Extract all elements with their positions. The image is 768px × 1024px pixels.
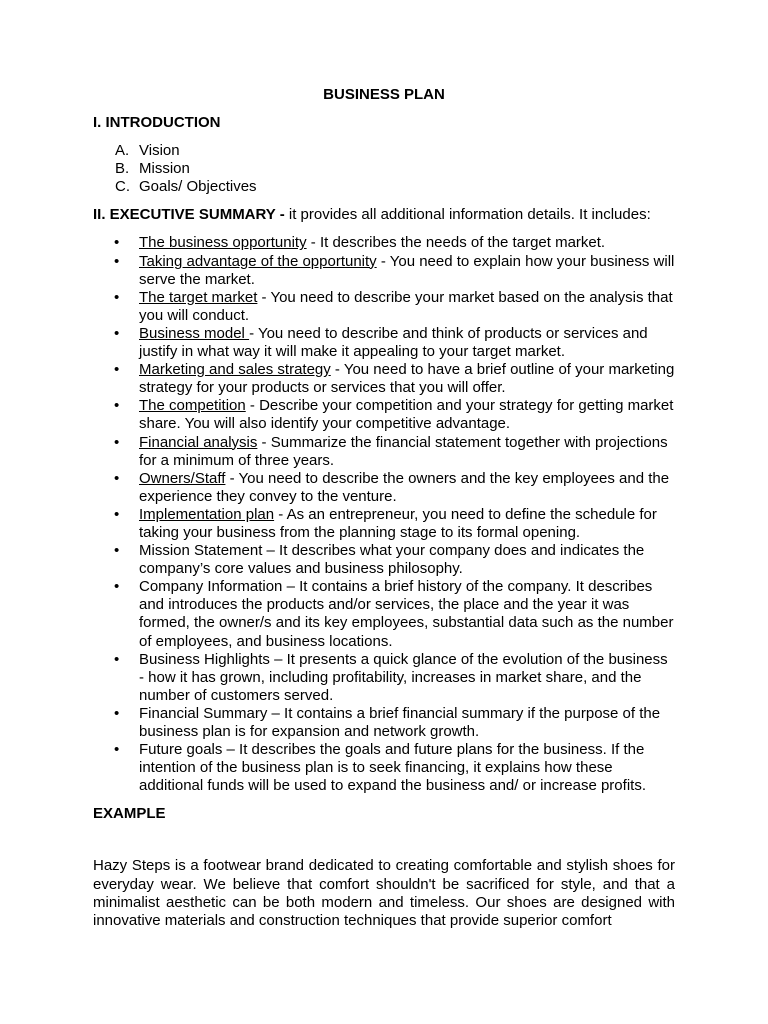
list-item-term: Business model	[139, 324, 250, 342]
list-item	[93, 397, 675, 433]
list-item-text: - It describes the needs of the target market.	[306, 234, 606, 252]
list-item	[93, 506, 675, 542]
example-paragraph: Hazy Steps is a footwear brand dedicated to creating comfortable and stylish shoes for everyday wear. We believe that comfort shouldn't be sacrificed for style, and that a minimalist aesthetic can be both modern and timeless. Our shoes are designed with innovative materials and construction techniques that provide superior comfort	[93, 857, 675, 929]
list-item	[93, 142, 675, 160]
example-heading: EXAMPLE	[93, 805, 166, 823]
bullet-icon: •	[114, 505, 120, 523]
list-item-term: Owners/Staff	[139, 469, 226, 487]
list-item-text: Goals/ Objectives	[139, 178, 257, 196]
list-item-text: Mission	[139, 160, 190, 178]
list-item	[93, 542, 675, 578]
list-item-text: - You need to describe the owners and the key employees and the experience they convey to the venture.	[139, 469, 670, 505]
list-item	[93, 234, 675, 252]
bullet-icon: •	[114, 741, 120, 759]
bullet-icon: •	[114, 433, 120, 451]
list-item-text: Financial Summary – It contains a brief financial summary if the purpose of the business plan is for expansion and network growth.	[139, 704, 661, 740]
list-item	[93, 705, 675, 741]
bullet-icon: •	[114, 288, 120, 306]
bullet-icon: •	[114, 252, 120, 270]
bullet-icon: •	[114, 361, 120, 379]
list-marker: B.	[115, 160, 130, 178]
list-item	[93, 434, 675, 470]
bullet-icon: •	[114, 397, 120, 415]
document-page	[93, 86, 675, 930]
executive-summary-intro	[93, 206, 675, 224]
list-item	[93, 741, 675, 795]
introduction-heading: I. INTRODUCTION	[93, 114, 221, 131]
list-item-term: The target market	[139, 288, 258, 306]
executive-summary-heading: II. EXECUTIVE SUMMARY -	[93, 206, 285, 224]
list-item-text: - Summarize the financial statement together with projections for a minimum of three years.	[139, 433, 668, 469]
list-item-term: The business opportunity	[139, 234, 307, 252]
list-item	[93, 325, 675, 361]
list-item-text: - You need to have a brief outline of your marketing strategy for your products or services that you will offer.	[139, 361, 675, 397]
list-item-text: - You need to explain how your business will serve the market.	[139, 252, 675, 288]
list-item	[93, 178, 675, 196]
bullet-icon: •	[114, 578, 120, 596]
list-item	[93, 289, 675, 325]
bullet-icon: •	[114, 324, 120, 342]
list-item	[93, 651, 675, 705]
list-item-term: Taking advantage of the opportunity	[139, 252, 377, 270]
list-item-text: Mission Statement – It describes what your company does and indicates the company’s core values and business philosophy.	[139, 542, 645, 578]
bullet-icon: •	[114, 704, 120, 722]
list-item-text: - You need to describe your market based on the analysis that you will conduct.	[139, 288, 673, 324]
list-item	[93, 160, 675, 178]
document-title: BUSINESS PLAN	[323, 86, 445, 103]
list-item-term: Marketing and sales strategy	[139, 361, 331, 379]
list-item-text: - You need to describe and think of products or services and justify in what way it will make it appealing to your target market.	[139, 324, 648, 361]
list-item	[93, 361, 675, 397]
bullet-icon: •	[114, 469, 120, 487]
list-item-text: - As an entrepreneur, you need to define the schedule for taking your business from the planning stage to its formal opening.	[139, 505, 657, 541]
list-item	[93, 470, 675, 506]
bullet-icon: •	[114, 234, 120, 252]
introduction-list	[93, 142, 675, 196]
list-item-text: Company Information – It contains a brief history of the company. It describes and introduces the products and/or services, the place and the year it was formed, the owner/s and its key employees, substantial data such as the number of employees, and business locations.	[139, 578, 674, 650]
list-marker: A.	[115, 142, 130, 160]
bullet-icon: •	[114, 650, 120, 668]
list-item-text: Vision	[139, 142, 180, 160]
list-item-text: Business Highlights – It presents a quick glance of the evolution of the business - how it has grown, including profitability, increases in market share, and the number of customers served.	[139, 650, 668, 704]
bullet-icon: •	[114, 542, 120, 560]
list-item-text: - Describe your competition and your strategy for getting market share. You will also identify your competitive advantage.	[139, 397, 674, 433]
list-item-text: Future goals – It describes the goals and future plans for the business. If the intention of the business plan is to seek financing, it explains how these additional funds will be used to expand the business and/ or increase profits.	[139, 741, 646, 795]
list-item	[93, 578, 675, 650]
list-item-term: Implementation plan	[139, 505, 275, 523]
list-item	[93, 253, 675, 289]
list-marker: C.	[115, 178, 130, 196]
executive-summary-intro-text: it provides all additional information details. It includes:	[284, 206, 651, 224]
list-item-term: The competition	[139, 397, 246, 415]
executive-summary-list	[93, 234, 675, 795]
list-item-term: Financial analysis	[139, 433, 258, 451]
